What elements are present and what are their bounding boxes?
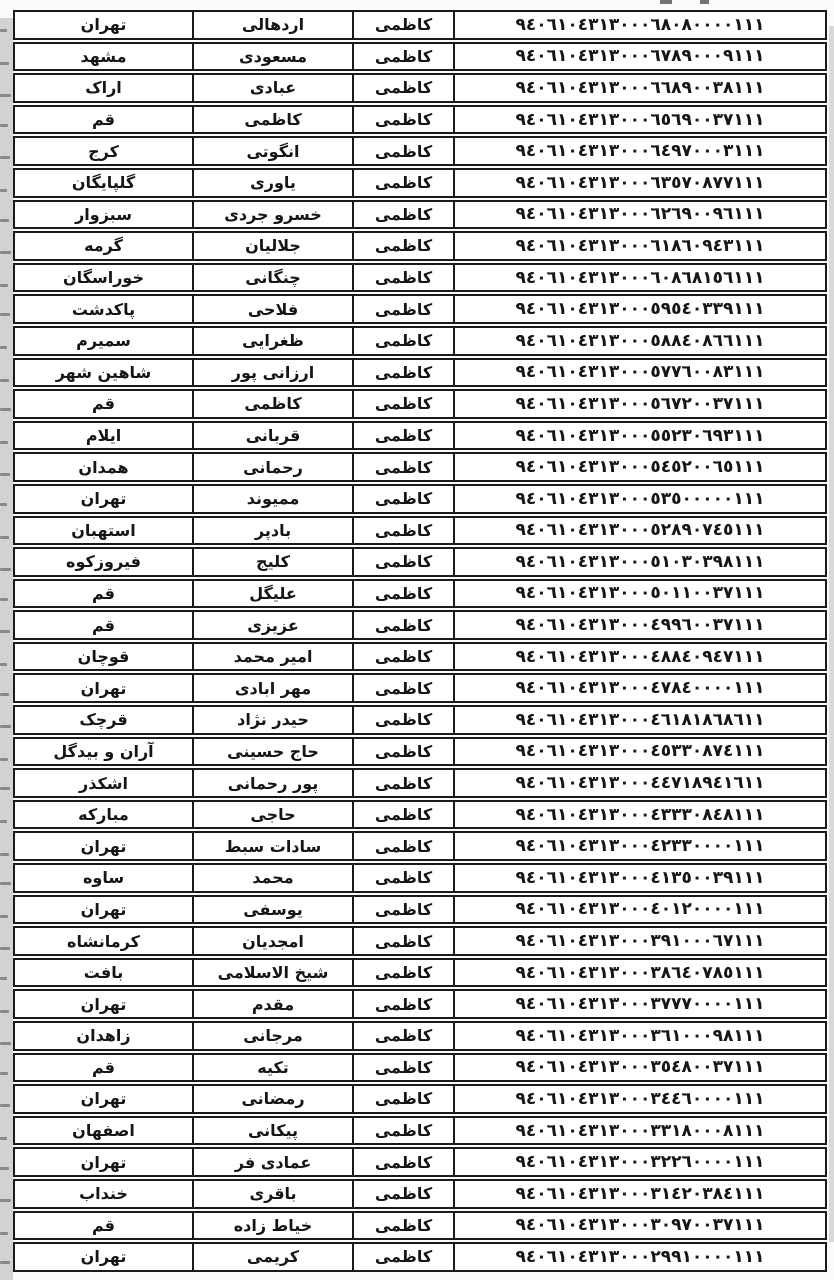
number-cell: ٩٤٠٦١٠٤٣١٣٠٠٠٣٢٢٦٠٠٠٠١١١	[453, 1149, 825, 1175]
number-cell: ٩٤٠٦١٠٤٣١٣٠٠٠٤٨٨٤٠٩٤٧١١١	[453, 644, 825, 670]
table-row	[13, 1021, 827, 1051]
kazemi-cell: کاظمی	[352, 802, 453, 828]
number-cell: ٩٤٠٦١٠٤٣١٣٠٠٠٦٨٠٨٠٠٠٠١١١	[453, 12, 825, 38]
scan-artifact	[660, 0, 672, 4]
city-cell: ایلام	[85, 426, 122, 446]
table-row	[13, 989, 827, 1019]
table-row	[13, 231, 827, 261]
kazemi-cell: کاظمی	[352, 991, 453, 1017]
number-cell: ٩٤٠٦١٠٤٣١٣٠٠٠٥٧٧٦٠٠٨٣١١١	[453, 360, 825, 386]
city-cell: سمیرم	[76, 331, 131, 351]
records-table	[13, 10, 827, 1272]
table-row	[13, 358, 827, 388]
kazemi-cell: کاظمی	[352, 233, 453, 259]
kazemi-cell: کاظمی	[352, 865, 453, 891]
name-cell: عمادی فر	[192, 1149, 352, 1175]
city-cell: قم	[91, 394, 116, 414]
number-cell: ٩٤٠٦١٠٤٣١٣٠٠٠٣٩١٠٠٠٦٧١١١	[453, 928, 825, 954]
name-cell: چنگانی	[192, 265, 352, 291]
name-cell: مرجانی	[192, 1023, 352, 1049]
name-cell: تکیه	[192, 1055, 352, 1081]
name-cell: امجدیان	[192, 928, 352, 954]
kazemi-cell: کاظمی	[352, 1213, 453, 1239]
number-cell: ٩٤٠٦١٠٤٣١٣٠٠٠٣٤٤٦٠٠٠٠١١١	[453, 1086, 825, 1112]
table-row	[13, 42, 827, 72]
name-cell: قربانی	[192, 423, 352, 449]
city-cell: قم	[91, 583, 116, 603]
scan-artifact	[0, 977, 7, 980]
city-cell: خنداب	[79, 1184, 128, 1204]
table-row	[13, 1053, 827, 1083]
table-row	[13, 1116, 827, 1146]
scan-artifact	[0, 29, 7, 32]
name-cell: پور رحمانی	[192, 770, 352, 796]
city-cell: خوراسگان	[63, 268, 144, 288]
name-cell: مسعودی	[192, 44, 352, 70]
number-cell: ٩٤٠٦١٠٤٣١٣٠٠٠٤٢٣٣٠٠٠٠١١١	[453, 833, 825, 859]
number-cell: ٩٤٠٦١٠٤٣١٣٠٠٠٦٧٨٩٠٠٠٩١١١	[453, 44, 825, 70]
kazemi-cell: کاظمی	[352, 897, 453, 923]
number-cell: ٩٤٠٦١٠٤٣١٣٠٠٠٥١٠٣٠٣٩٨١١١	[453, 549, 825, 575]
scan-artifact	[0, 473, 10, 476]
name-cell: سادات سبط	[192, 833, 352, 859]
kazemi-cell: کاظمی	[352, 833, 453, 859]
scan-artifact	[0, 663, 7, 666]
table-row	[13, 136, 827, 166]
number-cell: ٩٤٠٦١٠٤٣١٣٠٠٠٣٦١٠٠٠٩٨١١١	[453, 1023, 825, 1049]
name-cell: حیدر نژاد	[192, 707, 352, 733]
number-cell: ٩٤٠٦١٠٤٣١٣٠٠٠٦٠٨٦٨١٥٦١١١	[453, 265, 825, 291]
city-cell: تهران	[80, 15, 127, 35]
name-cell: رمضانی	[192, 1086, 352, 1112]
scan-artifact	[0, 189, 7, 192]
kazemi-cell: کاظمی	[352, 770, 453, 796]
kazemi-cell: کاظمی	[352, 265, 453, 291]
scan-artifact	[0, 1137, 7, 1140]
table-row	[13, 73, 827, 103]
city-cell: کرمانشاه	[67, 931, 140, 951]
kazemi-cell: کاظمی	[352, 549, 453, 575]
scan-left-edge	[0, 18, 13, 1280]
table-row	[13, 168, 827, 198]
number-cell: ٩٤٠٦١٠٤٣١٣٠٠٠٤٩٩٦٠٠٣٧١١١	[453, 612, 825, 638]
table-row	[13, 642, 827, 672]
table-row	[13, 1179, 827, 1209]
table-row	[13, 1084, 827, 1114]
kazemi-cell: کاظمی	[352, 296, 453, 322]
table-row	[13, 1211, 827, 1241]
number-cell: ٩٤٠٦١٠٤٣١٣٠٠٠٢٩٩١٠٠٠٠١١١	[453, 1244, 825, 1270]
number-cell: ٩٤٠٦١٠٤٣١٣٠٠٠٤٤٧١٨٩٤١٦١١	[453, 770, 825, 796]
city-cell: ساوه	[82, 868, 125, 888]
city-cell: تهران	[80, 489, 127, 509]
city-cell: قم	[91, 1057, 116, 1077]
name-cell: ارزانی پور	[192, 360, 352, 386]
number-cell: ٩٤٠٦١٠٤٣١٣٠٠٠٣٣١٨٠٠٠٨١١١	[453, 1118, 825, 1144]
kazemi-cell: کاظمی	[352, 138, 453, 164]
table-row	[13, 1147, 827, 1177]
scan-artifact	[0, 568, 11, 571]
scan-artifact	[0, 251, 11, 254]
table-row	[13, 326, 827, 356]
kazemi-cell: کاظمی	[352, 518, 453, 544]
number-cell: ٩٤٠٦١٠٤٣١٣٠٠٠٥٠١١٠٠٣٧١١١	[453, 581, 825, 607]
kazemi-cell: کاظمی	[352, 170, 453, 196]
scan-artifact	[0, 1072, 8, 1075]
city-cell: کرج	[88, 141, 119, 161]
kazemi-cell: کاظمی	[352, 12, 453, 38]
kazemi-cell: کاظمی	[352, 739, 453, 765]
table-row	[13, 421, 827, 451]
number-cell: ٩٤٠٦١٠٤٣١٣٠٠٠٦٣٥٧٠٨٧٧١١١	[453, 170, 825, 196]
name-cell: کریمی	[192, 1244, 352, 1270]
number-cell: ٩٤٠٦١٠٤٣١٣٠٠٠٥٥٢٣٠٦٩٣١١١	[453, 423, 825, 449]
number-cell: ٩٤٠٦١٠٤٣١٣٠٠٠٦١٨٦٠٩٤٣١١١	[453, 233, 825, 259]
scan-artifact	[0, 346, 7, 349]
city-cell: تهران	[80, 1247, 127, 1267]
city-cell: فیروزکوه	[66, 552, 141, 572]
scan-artifact	[0, 598, 8, 601]
kazemi-cell: کاظمی	[352, 1055, 453, 1081]
scan-artifact	[0, 882, 11, 885]
kazemi-cell: کاظمی	[352, 360, 453, 386]
kazemi-cell: کاظمی	[352, 454, 453, 480]
number-cell: ٩٤٠٦١٠٤٣١٣٠٠٠٦٥٦٩٠٠٣٧١١١	[453, 107, 825, 133]
number-cell: ٩٤٠٦١٠٤٣١٣٠٠٠٤١٣٥٠٠٣٩١١١	[453, 865, 825, 891]
city-cell: قم	[91, 110, 116, 130]
table-row	[13, 547, 827, 577]
kazemi-cell: کاظمی	[352, 75, 453, 101]
number-cell: ٩٤٠٦١٠٤٣١٣٠٠٠٣٨٦٤٠٧٨٥١١١	[453, 960, 825, 986]
table-row	[13, 705, 827, 735]
name-cell: مقدم	[192, 991, 352, 1017]
name-cell: عزیزی	[192, 612, 352, 638]
table-row	[13, 800, 827, 830]
kazemi-cell: کاظمی	[352, 107, 453, 133]
number-cell: ٩٤٠٦١٠٤٣١٣٠٠٠٥٢٨٩٠٧٤٥١١١	[453, 518, 825, 544]
table-row	[13, 263, 827, 293]
scan-artifact	[0, 1167, 9, 1170]
name-cell: کاظمی	[192, 391, 352, 417]
kazemi-cell: کاظمی	[352, 391, 453, 417]
number-cell: ٩٤٠٦١٠٤٣١٣٠٠٠٤٣٣٣٠٨٤٨١١١	[453, 802, 825, 828]
city-cell: اصفهان	[72, 1121, 135, 1141]
kazemi-cell: کاظمی	[352, 1244, 453, 1270]
scan-artifact	[0, 503, 7, 506]
scan-artifact	[0, 1261, 10, 1264]
scan-artifact	[0, 758, 8, 761]
table-row	[13, 958, 827, 988]
scan-artifact	[0, 787, 10, 790]
scan-artifact	[0, 379, 9, 382]
number-cell: ٩٤٠٦١٠٤٣١٣٠٠٠٦٢٦٩٠٠٩٦١١١	[453, 202, 825, 228]
table-row	[13, 579, 827, 609]
name-cell: کلیج	[192, 549, 352, 575]
scan-artifact	[0, 219, 9, 222]
number-cell: ٩٤٠٦١٠٤٣١٣٠٠٠٤٥٣٣٠٨٧٤١١١	[453, 739, 825, 765]
city-cell: تهران	[80, 836, 127, 856]
number-cell: ٩٤٠٦١٠٤٣١٣٠٠٠٣٧٧٧٠٠٠٠١١١	[453, 991, 825, 1017]
kazemi-cell: کاظمی	[352, 1086, 453, 1112]
number-cell: ٩٤٠٦١٠٤٣١٣٠٠٠٤٧٨٤٠٠٠٠١١١	[453, 675, 825, 701]
scan-artifact	[0, 94, 11, 97]
scan-artifact	[0, 408, 11, 411]
kazemi-cell: کاظمی	[352, 44, 453, 70]
kazemi-cell: کاظمی	[352, 581, 453, 607]
name-cell: پیکانی	[192, 1118, 352, 1144]
city-cell: سبزوار	[75, 204, 132, 224]
city-cell: گرمه	[84, 236, 123, 256]
table-row	[13, 516, 827, 546]
city-cell: قم	[91, 1215, 116, 1235]
kazemi-cell: کاظمی	[352, 1023, 453, 1049]
number-cell: ٩٤٠٦١٠٤٣١٣٠٠٠٥٨٨٤٠٨٦٦١١١	[453, 328, 825, 354]
kazemi-cell: کاظمی	[352, 707, 453, 733]
name-cell: شیخ الاسلامی	[192, 960, 352, 986]
city-cell: زاهدان	[76, 1026, 131, 1046]
name-cell: یوسفی	[192, 897, 352, 923]
name-cell: انگوتی	[192, 138, 352, 164]
scan-artifact	[0, 62, 9, 65]
kazemi-cell: کاظمی	[352, 612, 453, 638]
name-cell: خسرو جردی	[192, 202, 352, 228]
kazemi-cell: کاظمی	[352, 1118, 453, 1144]
name-cell: جلالیان	[192, 233, 352, 259]
scan-artifact	[0, 313, 10, 316]
scan-artifact	[0, 441, 8, 444]
number-cell: ٩٤٠٦١٠٤٣١٣٠٠٠٦٦٨٩٠٠٣٨١١١	[453, 75, 825, 101]
scan-artifact	[0, 947, 10, 950]
kazemi-cell: کاظمی	[352, 675, 453, 701]
name-cell: باقری	[192, 1181, 352, 1207]
table-row	[13, 389, 827, 419]
number-cell: ٩٤٠٦١٠٤٣١٣٠٠٠٤٦١٨١٨٦٨٦١١	[453, 707, 825, 733]
name-cell: حاج حسینی	[192, 739, 352, 765]
name-cell: اردهالی	[192, 12, 352, 38]
city-cell: قوچان	[77, 647, 130, 667]
kazemi-cell: کاظمی	[352, 486, 453, 512]
city-cell: تهران	[80, 678, 127, 698]
city-cell: آران و بیدگل	[53, 741, 154, 761]
city-cell: شاهین شهر	[55, 362, 152, 382]
number-cell: ٩٤٠٦١٠٤٣١٣٠٠٠٣١٤٢٠٣٨٤١١١	[453, 1181, 825, 1207]
city-cell: تهران	[80, 899, 127, 919]
scan-artifact	[0, 820, 7, 823]
name-cell: مهر ابادی	[192, 675, 352, 701]
number-cell: ٩٤٠٦١٠٤٣١٣٠٠٠٥٣٥٠٠٠٠٠١١١	[453, 486, 825, 512]
city-cell: همدان	[78, 457, 129, 477]
kazemi-cell: کاظمی	[352, 644, 453, 670]
name-cell: رحمانی	[192, 454, 352, 480]
table-row	[13, 200, 827, 230]
scan-artifact	[0, 1010, 9, 1013]
scan-artifact	[0, 1199, 11, 1202]
scan-artifact	[0, 725, 11, 728]
table-row	[13, 863, 827, 893]
number-cell: ٩٤٠٦١٠٤٣١٣٠٠٠٥٦٧٢٠٠٣٧١١١	[453, 391, 825, 417]
table-row	[13, 105, 827, 135]
table-row	[13, 10, 827, 40]
scan-artifact	[0, 693, 9, 696]
number-cell: ٩٤٠٦١٠٤٣١٣٠٠٠٦٤٩٧٠٠٠٣١١١	[453, 138, 825, 164]
name-cell: امیر محمد	[192, 644, 352, 670]
scan-artifact	[0, 1104, 10, 1107]
number-cell: ٩٤٠٦١٠٤٣١٣٠٠٠٣٥٤٨٠٠٣٧١١١	[453, 1055, 825, 1081]
name-cell: ممیوند	[192, 486, 352, 512]
table-row	[13, 926, 827, 956]
city-cell: مبارکه	[78, 805, 129, 825]
table-row	[13, 452, 827, 482]
table-row	[13, 610, 827, 640]
scan-artifact	[0, 1232, 8, 1235]
table-row	[13, 294, 827, 324]
kazemi-cell: کاظمی	[352, 328, 453, 354]
name-cell: ظغرایی	[192, 328, 352, 354]
city-cell: تهران	[80, 994, 127, 1014]
city-cell: گلپایگان	[71, 173, 136, 193]
name-cell: یاوری	[192, 170, 352, 196]
city-cell: قرچک	[79, 710, 128, 730]
number-cell: ٩٤٠٦١٠٤٣١٣٠٠٠٥٩٥٤٠٣٣٩١١١	[453, 296, 825, 322]
kazemi-cell: کاظمی	[352, 1181, 453, 1207]
scan-artifact	[0, 156, 10, 159]
name-cell: فلاحی	[192, 296, 352, 322]
name-cell: کاظمی	[192, 107, 352, 133]
number-cell: ٩٤٠٦١٠٤٣١٣٠٠٠٤٠١٢٠٠٠٠١١١	[453, 897, 825, 923]
city-cell: استهبان	[71, 520, 136, 540]
kazemi-cell: کاظمی	[352, 960, 453, 986]
name-cell: محمد	[192, 865, 352, 891]
name-cell: حاجی	[192, 802, 352, 828]
name-cell: عبادی	[192, 75, 352, 101]
scan-right-edge	[829, 26, 834, 1242]
kazemi-cell: کاظمی	[352, 423, 453, 449]
scan-artifact	[0, 630, 10, 633]
scan-artifact	[0, 853, 9, 856]
table-row	[13, 768, 827, 798]
number-cell: ٩٤٠٦١٠٤٣١٣٠٠٠٥٤٥٢٠٠٦٥١١١	[453, 454, 825, 480]
table-row	[13, 673, 827, 703]
table-row	[13, 1242, 827, 1272]
table-row	[13, 831, 827, 861]
name-cell: بادپر	[192, 518, 352, 544]
scan-artifact	[700, 0, 709, 4]
city-cell: پاکدشت	[71, 299, 136, 319]
kazemi-cell: کاظمی	[352, 1149, 453, 1175]
kazemi-cell: کاظمی	[352, 928, 453, 954]
scan-artifact	[0, 284, 8, 287]
table-row	[13, 737, 827, 767]
table-row	[13, 895, 827, 925]
scan-artifact	[0, 915, 8, 918]
scan-artifact	[0, 124, 8, 127]
name-cell: خیاط زاده	[192, 1213, 352, 1239]
table-row	[13, 484, 827, 514]
scan-artifact	[0, 536, 9, 539]
city-cell: تهران	[80, 1152, 127, 1172]
name-cell: علیگل	[192, 581, 352, 607]
city-cell: مشهد	[80, 46, 127, 66]
kazemi-cell: کاظمی	[352, 202, 453, 228]
scan-artifact	[0, 1042, 11, 1045]
city-cell: قم	[91, 615, 116, 635]
city-cell: تهران	[80, 1089, 127, 1109]
number-cell: ٩٤٠٦١٠٤٣١٣٠٠٠٣٠٩٧٠٠٣٧١١١	[453, 1213, 825, 1239]
city-cell: اشکذر	[79, 773, 128, 793]
city-cell: اراک	[85, 78, 122, 98]
city-cell: بافت	[83, 963, 124, 983]
